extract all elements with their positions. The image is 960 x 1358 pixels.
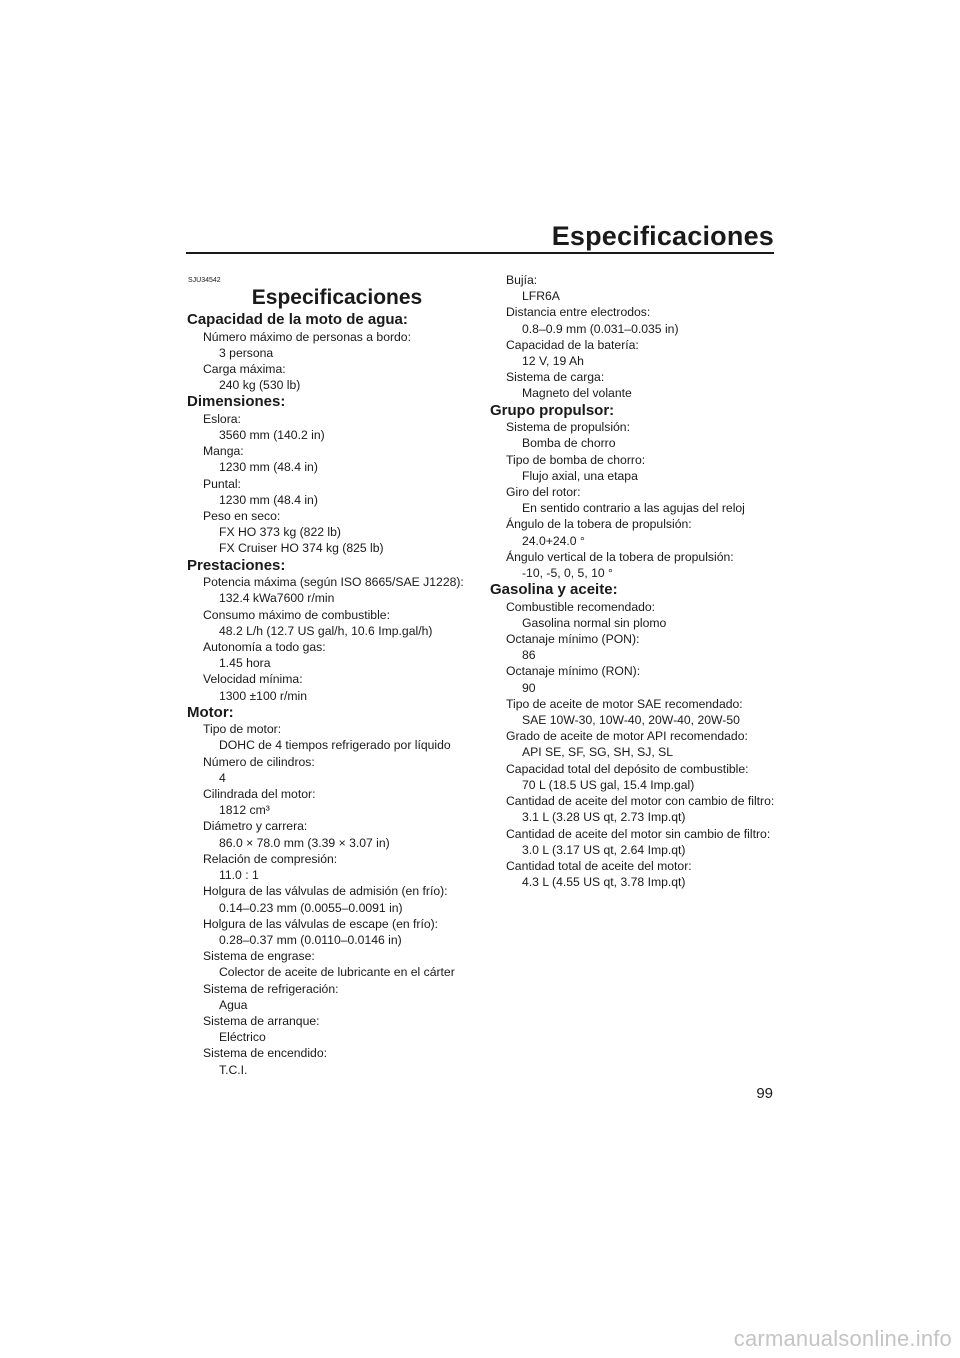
spec-group-heading: Dimensiones: xyxy=(187,393,286,411)
spec-value: 86 xyxy=(522,648,536,663)
left-column xyxy=(186,276,476,1078)
right-column xyxy=(489,272,779,890)
header-rule xyxy=(186,252,774,254)
spec-value: 48.2 L/h (12.7 US gal/h, 10.6 Imp.gal/h) xyxy=(219,623,433,638)
spec-label: Sistema de engrase: xyxy=(203,949,315,964)
spec-group xyxy=(489,581,779,890)
spec-label: Sistema de arranque: xyxy=(203,1013,320,1028)
spec-label: Sistema de encendido: xyxy=(203,1046,327,1061)
spec-label: Velocidad mínima: xyxy=(203,672,303,687)
spec-value: LFR6A xyxy=(522,289,560,304)
spec-label: Capacidad de la batería: xyxy=(506,337,639,352)
left-spec-groups xyxy=(186,311,476,1078)
spec-value: Flujo axial, una etapa xyxy=(522,468,638,483)
spec-label: Tipo de bomba de chorro: xyxy=(506,452,646,467)
spec-value: 3 persona xyxy=(219,345,274,360)
spec-value: DOHC de 4 tiempos refrigerado por líquido xyxy=(219,738,451,753)
spec-value: 1300 ±100 r/min xyxy=(219,688,307,703)
spec-label: Giro del rotor: xyxy=(506,484,581,499)
spec-label: Peso en seco: xyxy=(203,509,281,524)
spec-value: 132.4 kWa7600 r/min xyxy=(219,591,335,606)
spec-value: 0.28–0.37 mm (0.0110–0.0146 in) xyxy=(219,932,402,947)
spec-value: 3.0 L (3.17 US qt, 2.64 Imp.qt) xyxy=(522,842,686,857)
spec-label: Diámetro y carrera: xyxy=(203,819,308,834)
spec-label: Tipo de aceite de motor SAE recomendado: xyxy=(506,696,743,711)
spec-group-heading: Gasolina y aceite: xyxy=(490,581,618,599)
spec-group-heading: Capacidad de la moto de agua: xyxy=(187,311,408,328)
spec-label: Capacidad total del depósito de combustible: xyxy=(506,761,749,776)
spec-label: Potencia máxima (según ISO 8665/SAE J1228): xyxy=(203,575,464,590)
page-header-title: Especificaciones xyxy=(551,221,774,251)
spec-label: Sistema de carga: xyxy=(506,370,605,385)
spec-value: 0.8–0.9 mm (0.031–0.035 in) xyxy=(522,321,679,336)
spec-value: 86.0 × 78.0 mm (3.39 × 3.07 in) xyxy=(219,835,390,850)
spec-label: Ángulo de la tobera de propulsión: xyxy=(506,517,692,532)
spec-label: Carga máxima: xyxy=(203,361,286,376)
spec-value: 4 xyxy=(219,770,226,785)
spec-group xyxy=(489,272,779,402)
spec-label: Holgura de las válvulas de admisión (en frío): xyxy=(203,884,448,899)
spec-label: Relación de compresión: xyxy=(203,851,338,866)
spec-value: T.C.I. xyxy=(219,1062,248,1077)
spec-value: 240 kg (530 lb) xyxy=(219,378,301,393)
page-number: 99 xyxy=(756,1085,773,1102)
spec-value: 1230 mm (48.4 in) xyxy=(219,492,318,507)
spec-label: Octanaje mínimo (RON): xyxy=(506,664,641,679)
spec-label: Eslora: xyxy=(203,411,241,426)
spec-label: Autonomía a todo gas: xyxy=(203,639,326,654)
spec-group-heading: Motor: xyxy=(187,703,234,721)
spec-group-heading: Prestaciones: xyxy=(187,556,286,574)
spec-value: 11.0 : 1 xyxy=(219,868,259,883)
right-spec-groups xyxy=(489,272,779,890)
spec-group xyxy=(489,402,779,582)
spec-value: Gasolina normal sin plomo xyxy=(522,615,667,630)
spec-label: Cantidad de aceite del motor sin cambio de filtro: xyxy=(506,826,771,841)
spec-value: 24.0+24.0 ° xyxy=(522,533,585,548)
spec-label: Ángulo vertical de la tobera de propulsión: xyxy=(506,549,734,564)
spec-value: En sentido contrario a las agujas del reloj xyxy=(522,501,745,516)
spec-label: Cantidad total de aceite del motor: xyxy=(506,858,692,873)
spec-value: 1230 mm (48.4 in) xyxy=(219,460,318,475)
spec-label: Sistema de propulsión: xyxy=(506,420,630,435)
section-title: Especificaciones xyxy=(251,286,423,309)
spec-label: Puntal: xyxy=(203,476,241,491)
spec-group xyxy=(186,393,476,556)
spec-label: Cilindrada del motor: xyxy=(203,787,316,802)
spec-value: SAE 10W-30, 10W-40, 20W-40, 20W-50 xyxy=(522,713,740,728)
spec-value: 1812 cm³ xyxy=(219,803,270,818)
spec-label: Consumo máximo de combustible: xyxy=(203,607,390,622)
spec-label: Bujía: xyxy=(506,273,538,287)
spec-label: Grado de aceite de motor API recomendado: xyxy=(506,729,748,744)
spec-group xyxy=(186,557,476,704)
spec-label: Número de cilindros: xyxy=(203,754,315,769)
spec-value: Eléctrico xyxy=(219,1030,266,1045)
spec-label: Sistema de refrigeración: xyxy=(203,981,339,996)
spec-label: Octanaje mínimo (PON): xyxy=(506,632,640,647)
spec-value: 3.1 L (3.28 US qt, 2.73 Imp.qt) xyxy=(522,810,686,825)
spec-label: Holgura de las válvulas de escape (en frío): xyxy=(203,916,439,931)
spec-label: Tipo de motor: xyxy=(203,722,282,737)
spec-value: 4.3 L (4.55 US qt, 3.78 Imp.qt) xyxy=(522,875,686,890)
spec-group-heading: Grupo propulsor: xyxy=(490,401,615,419)
spec-value: 90 xyxy=(522,680,536,695)
spec-value: -10, -5, 0, 5, 10 ° xyxy=(522,565,613,580)
spec-value: FX Cruiser HO 374 kg (825 lb) xyxy=(219,541,384,556)
spec-label: Combustible recomendado: xyxy=(506,599,656,614)
spec-label: Distancia entre electrodos: xyxy=(506,305,651,320)
spec-group xyxy=(186,311,476,393)
spec-value: API SE, SF, SG, SH, SJ, SL xyxy=(522,745,674,760)
spec-value: Agua xyxy=(219,997,248,1012)
spec-label: Manga: xyxy=(203,444,244,459)
spec-value: 12 V, 19 Ah xyxy=(522,354,584,369)
spec-label: Cantidad de aceite del motor con cambio de filtro: xyxy=(506,794,775,809)
spec-value: Bomba de chorro xyxy=(522,436,616,451)
spec-value: 0.14–0.23 mm (0.0055–0.0091 in) xyxy=(219,900,403,915)
spec-label: Número máximo de personas a bordo: xyxy=(203,329,411,344)
spec-value: 1.45 hora xyxy=(219,656,271,671)
spec-value: 3560 mm (140.2 in) xyxy=(219,428,325,443)
spec-value: Colector de aceite de lubricante en el cárter xyxy=(219,965,455,980)
spec-value: 70 L (18.5 US gal, 15.4 Imp.gal) xyxy=(522,777,695,792)
spec-value: Magneto del volante xyxy=(522,386,632,401)
spec-value: FX HO 373 kg (822 lb) xyxy=(219,525,341,540)
footer-watermark: carmanualsonline.info xyxy=(733,1326,952,1351)
spec-group xyxy=(186,704,476,1078)
section-code: SJU34542 xyxy=(188,277,221,284)
